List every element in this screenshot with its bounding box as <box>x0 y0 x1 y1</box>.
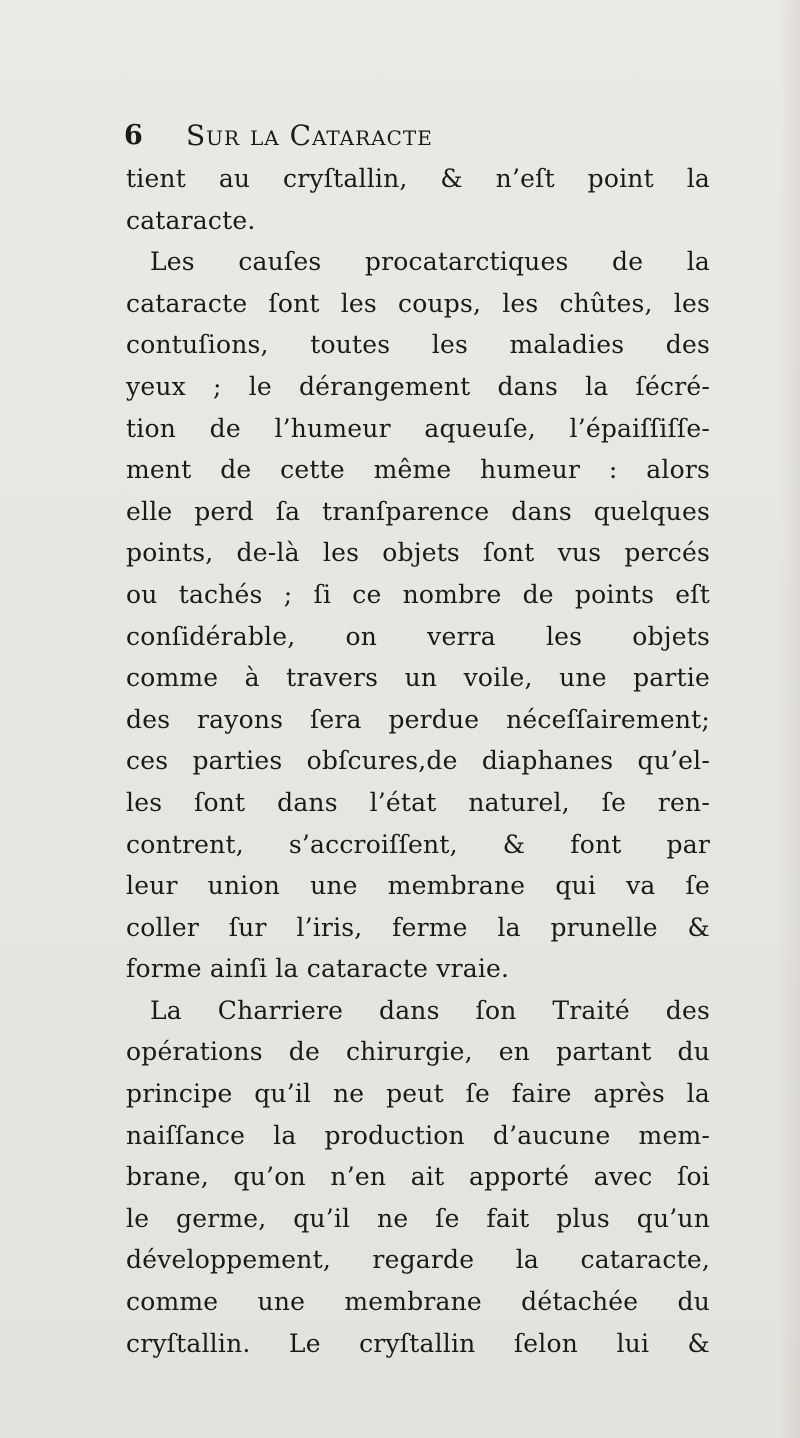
text-line: ou tachés ; ſi ce nombre de points eſt <box>126 579 710 609</box>
text-line: les ſont dans l’état naturel, ſe ren- <box>126 787 710 817</box>
text-line: Les cauſes procatarctiques de la <box>150 247 710 277</box>
text-line: elle perd ſa tranſparence dans quelques <box>126 496 710 526</box>
text-line: forme ainſi la cataracte vraie. <box>126 954 510 984</box>
running-title: Sur la Cataracte <box>186 119 433 152</box>
text-line: yeux ; le dérangement dans la ſécré- <box>126 371 710 401</box>
text-line: cryſtallin. Le cryſtallin ſelon lui & <box>126 1328 710 1358</box>
text-line: opérations de chirurgie, en partant du <box>126 1037 710 1067</box>
text-line: développement, regarde la cataracte, <box>126 1245 710 1275</box>
text-line: brane, qu’on n’en ait apporté avec ſoi <box>126 1162 710 1192</box>
text-line: leur union une membrane qui va ſe <box>126 871 710 901</box>
text-line: comme une membrane détachée du <box>126 1287 710 1317</box>
text-line: La Charriere dans ſon Traité des <box>150 995 710 1025</box>
text-line: comme à travers un voile, une partie <box>126 663 710 693</box>
text-line: le germe, qu’il ne ſe fait plus qu’un <box>126 1203 710 1233</box>
text-line: ces parties obſcures,de diaphanes qu’el- <box>126 746 710 776</box>
body-text <box>126 158 710 1364</box>
page-number: 6 <box>124 120 143 151</box>
text-line: contuſions, toutes les maladies des <box>126 330 710 360</box>
text-line: conſidérable, on verra les objets <box>126 621 710 651</box>
text-line: coller ſur l’iris, ferme la prunelle & <box>126 912 710 942</box>
text-line: contrent, s’accroiſſent, & font par <box>126 829 710 859</box>
text-line: tient au cryſtallin, & n’eſt point la <box>126 164 710 193</box>
page-header <box>124 118 724 158</box>
text-line: cataracte ſont les coups, les chûtes, les <box>126 288 710 318</box>
text-line: principe qu’il ne peut ſe faire après la <box>126 1079 710 1109</box>
text-line: ment de cette même humeur : alors <box>126 455 710 485</box>
text-line: tion de l’humeur aqueuſe, l’épaiſſiſſe- <box>126 413 710 443</box>
text-line: points, de-là les objets ſont vus percés <box>126 538 710 568</box>
text-line: cataracte. <box>126 205 256 235</box>
text-line: des rayons ſera perdue néceſſairement; <box>126 704 710 734</box>
text-line: naiſſance la production d’aucune mem- <box>126 1120 710 1150</box>
